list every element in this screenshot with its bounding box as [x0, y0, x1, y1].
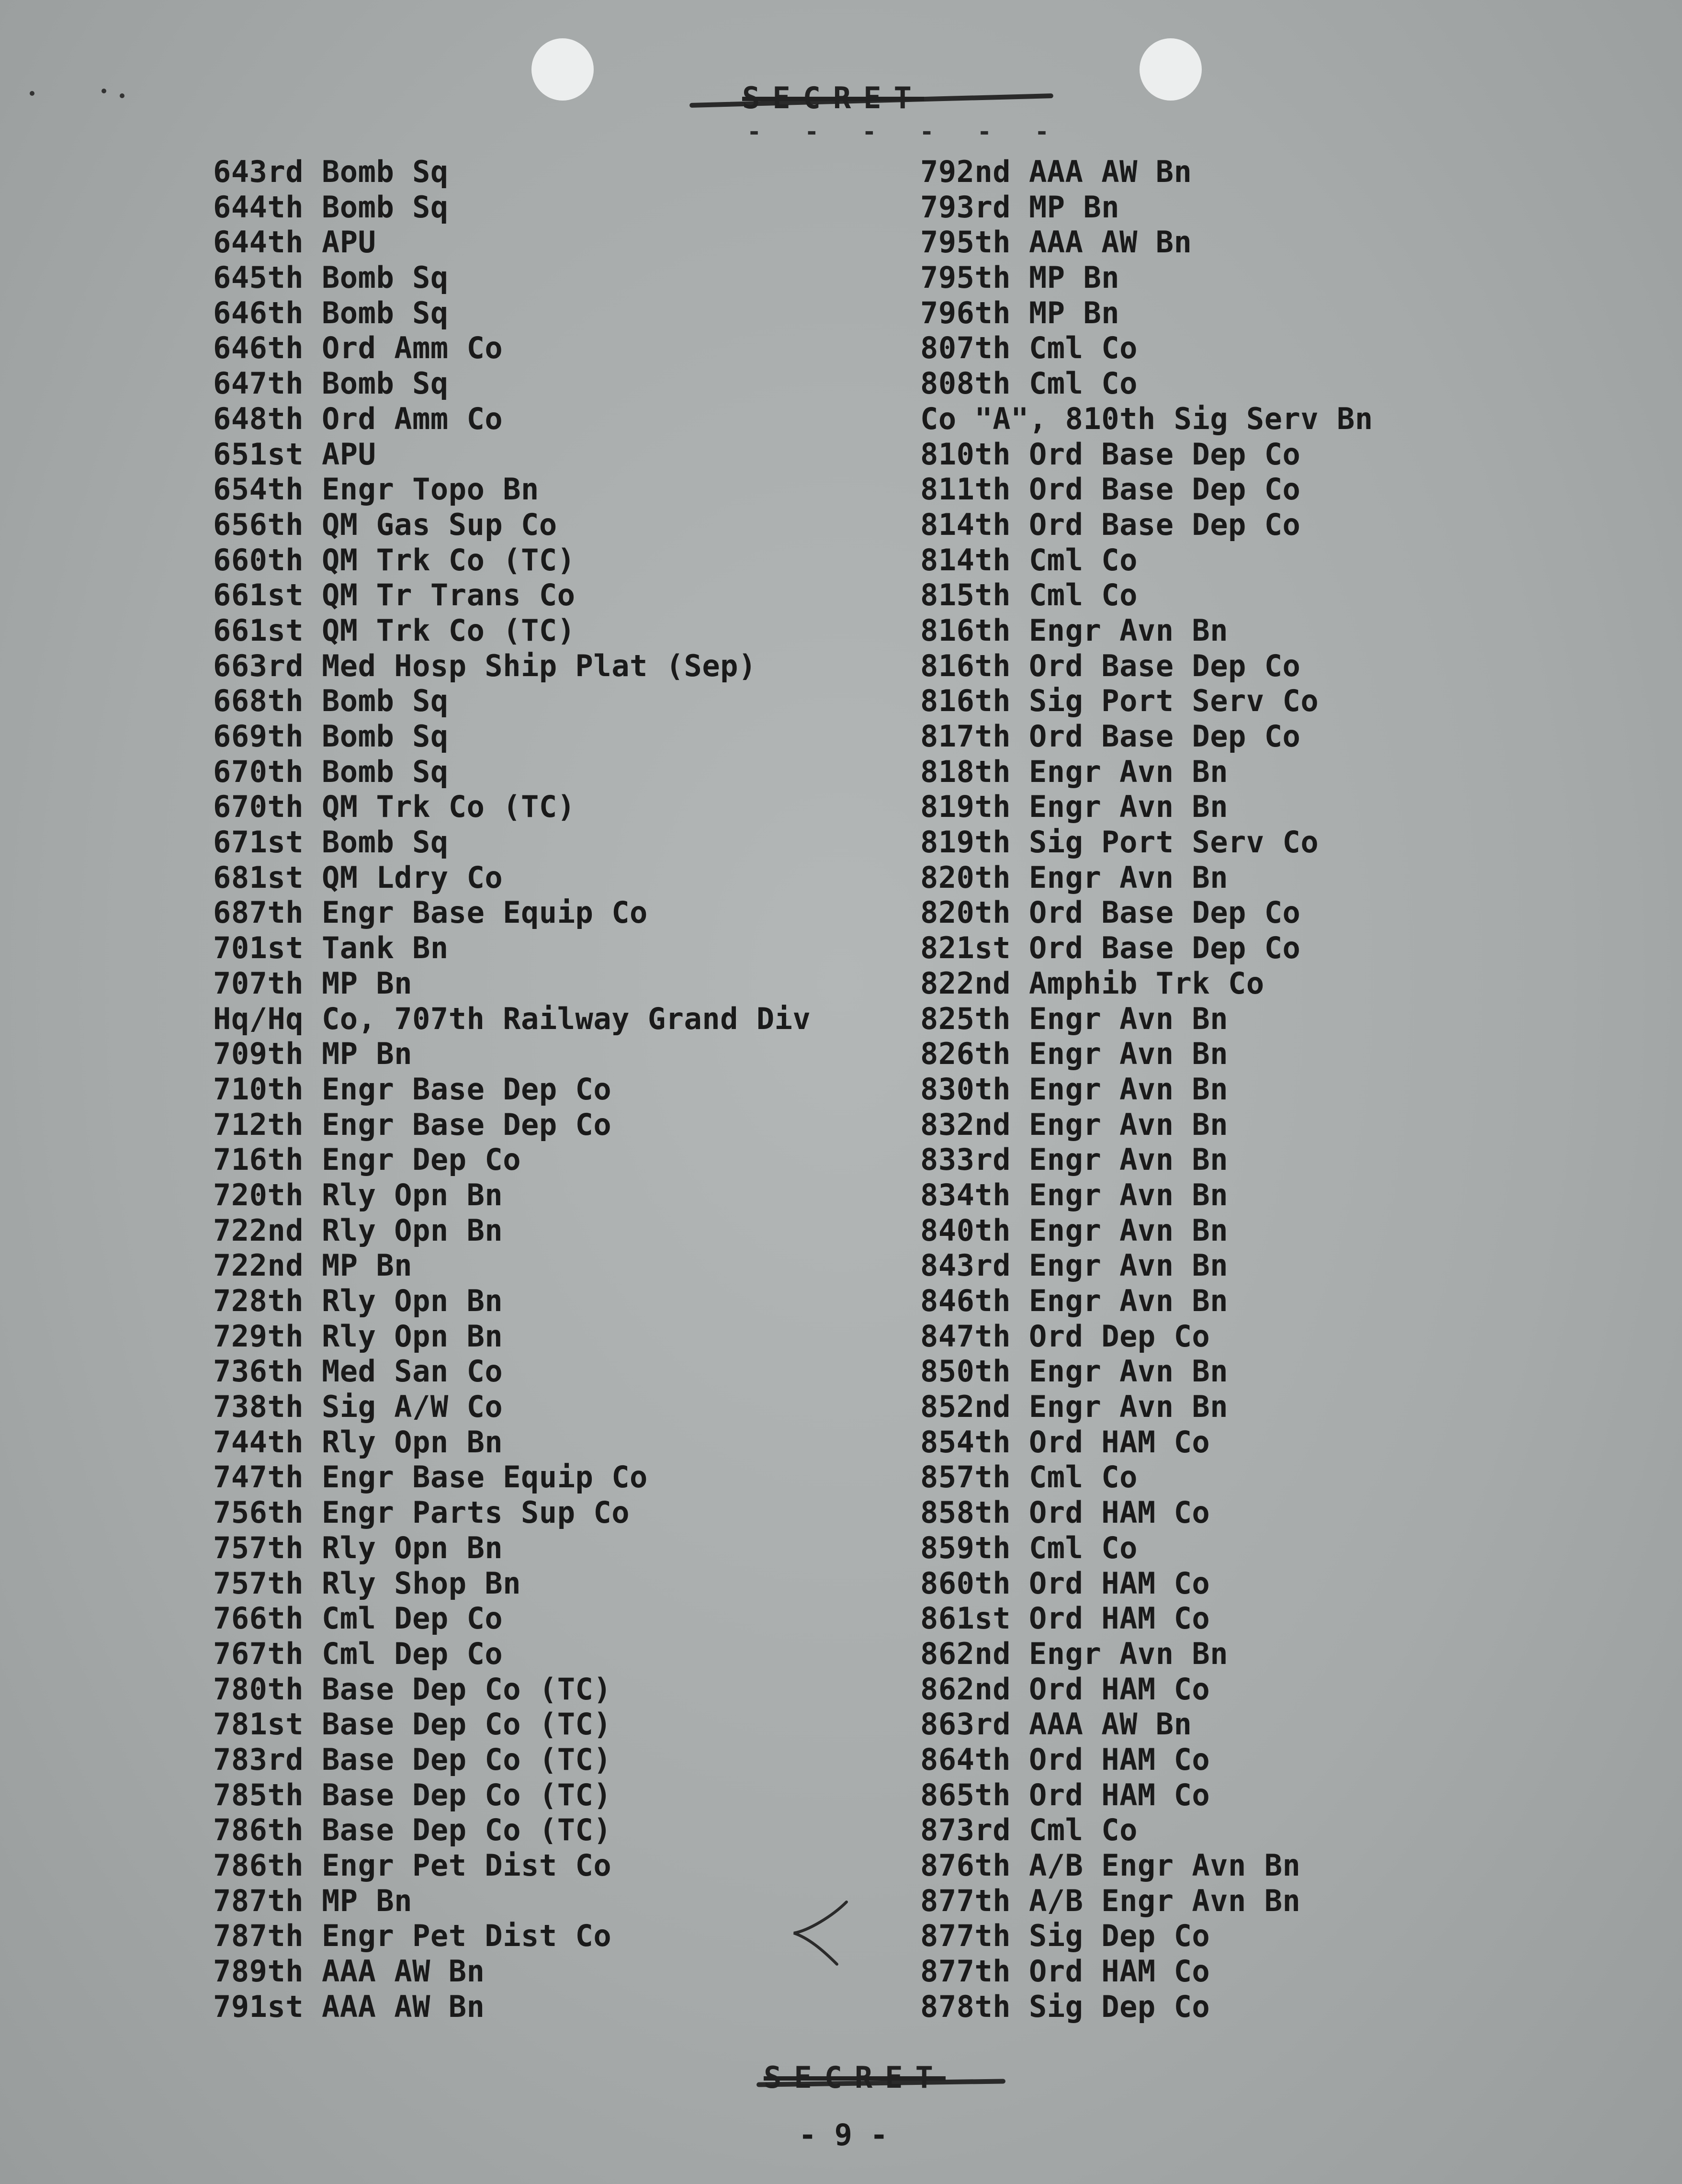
unit-entry: 793rd MP Bn	[920, 189, 1120, 225]
unit-entry: 720th Rly Opn Bn	[213, 1177, 503, 1212]
unit-entry: 767th Cml Dep Co	[213, 1636, 503, 1671]
unit-entry: 814th Ord Base Dep Co	[920, 507, 1301, 542]
unit-entry: Hq/Hq Co, 707th Railway Grand Div	[213, 1001, 811, 1036]
unit-entry: 756th Engr Parts Sup Co	[213, 1495, 630, 1530]
unit-entry: 861st Ord HAM Co	[920, 1601, 1210, 1636]
unit-entry: 819th Sig Port Serv Co	[920, 825, 1319, 860]
unit-entry: 859th Cml Co	[920, 1530, 1138, 1565]
unit-entry: 816th Ord Base Dep Co	[920, 648, 1301, 683]
unit-entry: 878th Sig Dep Co	[920, 1989, 1210, 2024]
unit-entry: 786th Engr Pet Dist Co	[213, 1848, 612, 1883]
unit-entry: 660th QM Trk Co (TC)	[213, 542, 576, 577]
unit-entry: 847th Ord Dep Co	[920, 1318, 1210, 1354]
unit-entry: 785th Base Dep Co (TC)	[213, 1777, 612, 1812]
unit-entry: 710th Engr Base Dep Co	[213, 1071, 612, 1107]
unit-entry: 826th Engr Avn Bn	[920, 1036, 1229, 1072]
header-classification: SECRET	[742, 80, 924, 115]
unit-entry: 670th QM Trk Co (TC)	[213, 789, 576, 825]
unit-entry: 681st QM Ldry Co	[213, 860, 503, 895]
unit-entry: 661st QM Trk Co (TC)	[213, 612, 576, 648]
unit-entry: 795th MP Bn	[920, 260, 1120, 295]
unit-entry: 644th Bomb Sq	[213, 189, 449, 225]
header-dashes: - - - - - -	[747, 118, 1064, 146]
unit-entry: 877th Ord HAM Co	[920, 1954, 1210, 1989]
unit-entry: 707th MP Bn	[213, 965, 413, 1001]
unit-entry: 663rd Med Hosp Ship Plat (Sep)	[213, 648, 756, 683]
unit-entry: 787th Engr Pet Dist Co	[213, 1918, 612, 1954]
unit-entry: Co "A", 810th Sig Serv Bn	[920, 401, 1373, 436]
unit-entry: 864th Ord HAM Co	[920, 1742, 1210, 1777]
unit-entry: 669th Bomb Sq	[213, 719, 449, 754]
unit-entry: 821st Ord Base Dep Co	[920, 930, 1301, 966]
unit-entry: 820th Ord Base Dep Co	[920, 895, 1301, 930]
unit-entry: 701st Tank Bn	[213, 930, 449, 966]
unit-entry: 671st Bomb Sq	[213, 825, 449, 860]
unit-entry: 722nd MP Bn	[213, 1248, 413, 1283]
unit-entry: 795th AAA AW Bn	[920, 225, 1192, 260]
unit-entry: 865th Ord HAM Co	[920, 1777, 1210, 1812]
handwritten-check-mark	[789, 1897, 851, 1969]
unit-entry: 757th Rly Shop Bn	[213, 1565, 521, 1601]
unit-entry: 738th Sig A/W Co	[213, 1389, 503, 1425]
unit-entry: 766th Cml Dep Co	[213, 1601, 503, 1636]
unit-entry: 843rd Engr Avn Bn	[920, 1248, 1229, 1283]
unit-entry: 789th AAA AW Bn	[213, 1954, 485, 1989]
unit-entry: 817th Ord Base Dep Co	[920, 719, 1301, 754]
unit-entry: 722nd Rly Opn Bn	[213, 1212, 503, 1248]
footer-classification: SECRET	[764, 2060, 946, 2095]
unit-entry: 757th Rly Opn Bn	[213, 1530, 503, 1565]
unit-entry: 832nd Engr Avn Bn	[920, 1107, 1229, 1142]
unit-entry: 850th Engr Avn Bn	[920, 1354, 1229, 1389]
unit-entry: 646th Ord Amm Co	[213, 330, 503, 366]
unit-entry: 728th Rly Opn Bn	[213, 1283, 503, 1318]
unit-entry: 729th Rly Opn Bn	[213, 1318, 503, 1354]
unit-entry: 877th Sig Dep Co	[920, 1918, 1210, 1954]
unit-entry: 863rd AAA AW Bn	[920, 1707, 1192, 1742]
unit-entry: 670th Bomb Sq	[213, 754, 449, 789]
dust-speck	[120, 93, 124, 98]
unit-entry: 656th QM Gas Sup Co	[213, 507, 557, 542]
unit-entry: 818th Engr Avn Bn	[920, 754, 1229, 789]
unit-entry: 854th Ord HAM Co	[920, 1424, 1210, 1460]
unit-entry: 780th Base Dep Co (TC)	[213, 1671, 612, 1707]
unit-entry: 833rd Engr Avn Bn	[920, 1142, 1229, 1177]
unit-entry: 860th Ord HAM Co	[920, 1565, 1210, 1601]
unit-entry: 811th Ord Base Dep Co	[920, 472, 1301, 507]
unit-list-left	[213, 154, 811, 2024]
unit-entry: 791st AAA AW Bn	[213, 1989, 485, 2024]
unit-entry: 654th Engr Topo Bn	[213, 472, 539, 507]
unit-entry: 840th Engr Avn Bn	[920, 1212, 1229, 1248]
unit-entry: 644th APU	[213, 225, 376, 260]
unit-entry: 816th Engr Avn Bn	[920, 612, 1229, 648]
page-number: - 9 -	[799, 2117, 888, 2152]
dust-speck	[102, 89, 106, 93]
unit-entry: 744th Rly Opn Bn	[213, 1424, 503, 1460]
unit-entry: 645th Bomb Sq	[213, 260, 449, 295]
unit-entry: 822nd Amphib Trk Co	[920, 965, 1264, 1001]
unit-entry: 862nd Engr Avn Bn	[920, 1636, 1229, 1671]
unit-entry: 825th Engr Avn Bn	[920, 1001, 1229, 1036]
punch-hole-left	[531, 38, 594, 101]
unit-entry: 792nd AAA AW Bn	[920, 154, 1192, 189]
unit-entry: 816th Sig Port Serv Co	[920, 683, 1319, 719]
unit-entry: 736th Med San Co	[213, 1354, 503, 1389]
unit-entry: 651st APU	[213, 436, 376, 472]
unit-entry: 858th Ord HAM Co	[920, 1495, 1210, 1530]
unit-entry: 876th A/B Engr Avn Bn	[920, 1848, 1301, 1883]
unit-entry: 877th A/B Engr Avn Bn	[920, 1883, 1301, 1918]
unit-entry: 814th Cml Co	[920, 542, 1138, 577]
unit-entry: 648th Ord Amm Co	[213, 401, 503, 436]
unit-entry: 807th Cml Co	[920, 330, 1138, 366]
unit-entry: 830th Engr Avn Bn	[920, 1071, 1229, 1107]
unit-entry: 646th Bomb Sq	[213, 295, 449, 330]
unit-entry: 661st QM Tr Trans Co	[213, 577, 576, 613]
unit-entry: 810th Ord Base Dep Co	[920, 436, 1301, 472]
unit-entry: 647th Bomb Sq	[213, 366, 449, 401]
unit-entry: 716th Engr Dep Co	[213, 1142, 521, 1177]
unit-entry: 873rd Cml Co	[920, 1812, 1138, 1848]
unit-entry: 796th MP Bn	[920, 295, 1120, 330]
unit-entry: 783rd Base Dep Co (TC)	[213, 1742, 612, 1777]
unit-entry: 747th Engr Base Equip Co	[213, 1460, 648, 1495]
unit-entry: 819th Engr Avn Bn	[920, 789, 1229, 825]
unit-entry: 808th Cml Co	[920, 366, 1138, 401]
unit-entry: 834th Engr Avn Bn	[920, 1177, 1229, 1212]
dust-speck	[30, 91, 34, 96]
unit-entry: 862nd Ord HAM Co	[920, 1671, 1210, 1707]
unit-entry: 846th Engr Avn Bn	[920, 1283, 1229, 1318]
unit-entry: 687th Engr Base Equip Co	[213, 895, 648, 930]
unit-list-right	[920, 154, 1373, 2024]
unit-entry: 852nd Engr Avn Bn	[920, 1389, 1229, 1425]
unit-entry: 787th MP Bn	[213, 1883, 413, 1918]
unit-entry: 857th Cml Co	[920, 1460, 1138, 1495]
unit-entry: 781st Base Dep Co (TC)	[213, 1707, 612, 1742]
unit-entry: 643rd Bomb Sq	[213, 154, 449, 189]
unit-entry: 820th Engr Avn Bn	[920, 860, 1229, 895]
unit-entry: 815th Cml Co	[920, 577, 1138, 613]
punch-hole-right	[1140, 38, 1202, 101]
unit-entry: 786th Base Dep Co (TC)	[213, 1812, 612, 1848]
unit-entry: 709th MP Bn	[213, 1036, 413, 1072]
unit-entry: 712th Engr Base Dep Co	[213, 1107, 612, 1142]
unit-entry: 668th Bomb Sq	[213, 683, 449, 719]
